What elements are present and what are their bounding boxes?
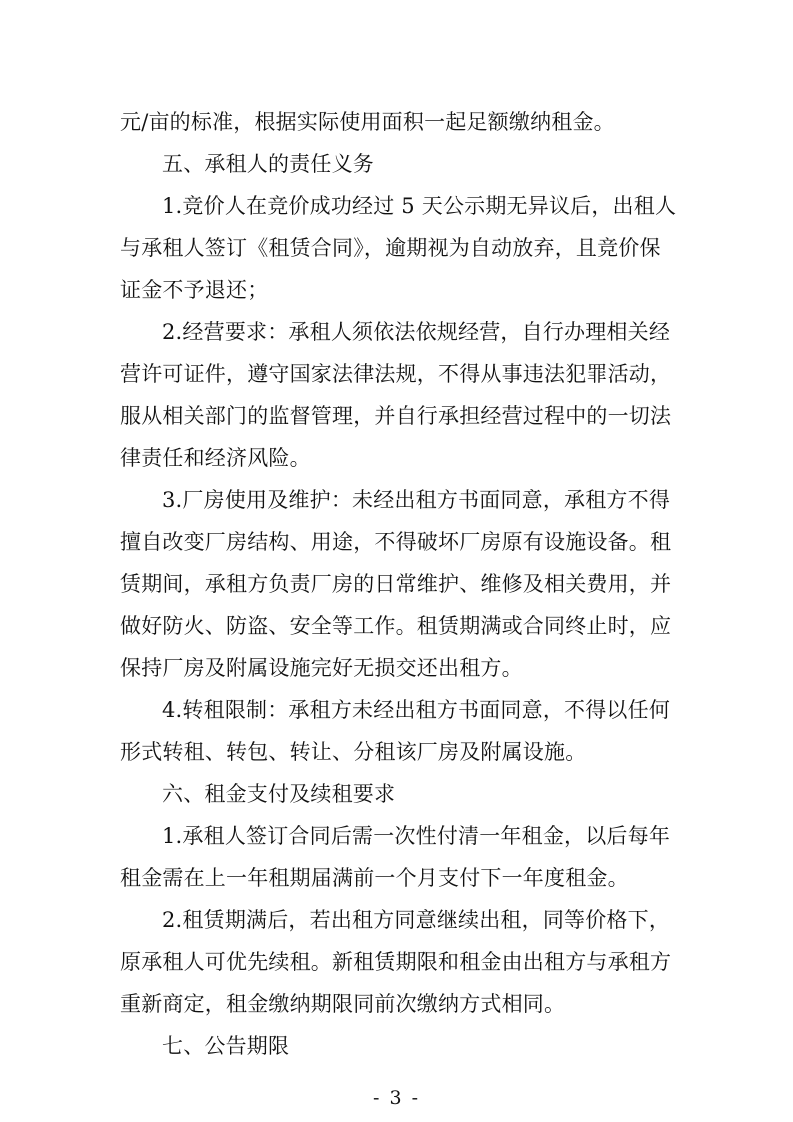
section-heading-5: 五、承租人的责任义务 (162, 152, 374, 176)
text-line-19: 租金需在上一年租期届满前一个月支付下一年度租金。 (120, 866, 629, 890)
text-line-13: 做好防火、防盗、安全等工作。租赁期满或合同终止时，应 (120, 614, 672, 638)
text-line-20: 2.租赁期满后，若出租方同意继续出租，同等价格下， (162, 908, 671, 932)
text-line-5: 证金不予退还； (120, 278, 269, 302)
text-line-14: 保持厂房及附属设施完好无损交还出租方。 (120, 656, 523, 680)
text-line-15: 4.转租限制：承租方未经出租方书面同意，不得以任何 (162, 698, 671, 722)
text-line-1: 元/亩的标准，根据实际使用面积一起足额缴纳租金。 (120, 110, 615, 134)
section-heading-7: 七、公告期限 (162, 1034, 290, 1058)
text-line-11: 擅自改变厂房结构、用途，不得破坏厂房原有设施设备。租 (120, 530, 672, 554)
text-line-3: 1.竞价人在竞价成功经过 5 天公示期无异议后，出租人 (162, 194, 677, 218)
text-line-16: 形式转租、转包、转让、分租该厂房及附属设施。 (120, 740, 587, 764)
section-heading-6: 六、租金支付及续租要求 (162, 782, 396, 806)
text-line-4: 与承租人签订《租赁合同》，逾期视为自动放弃，且竞价保 (120, 236, 661, 260)
text-line-7: 营许可证件，遵守国家法律法规，不得从事违法犯罪活动， (120, 362, 672, 386)
page-number: - 3 - (372, 1087, 420, 1109)
text-line-18: 1.承租人签订合同后需一次性付清一年租金，以后每年 (162, 824, 671, 848)
text-line-9: 律责任和经济风险。 (120, 446, 311, 470)
text-line-12: 赁期间，承租方负责厂房的日常维护、维修及相关费用，并 (120, 572, 672, 596)
text-line-8: 服从相关部门的监督管理，并自行承担经营过程中的一切法 (120, 404, 672, 428)
text-line-10: 3.厂房使用及维护：未经出租方书面同意，承租方不得 (162, 488, 671, 512)
text-line-21: 原承租人可优先续租。新租赁期限和租金由出租方与承租方 (120, 950, 672, 974)
text-line-22: 重新商定，租金缴纳期限同前次缴纳方式相同。 (120, 992, 566, 1016)
text-line-6: 2.经营要求：承租人须依法依规经营，自行办理相关经 (162, 320, 671, 344)
